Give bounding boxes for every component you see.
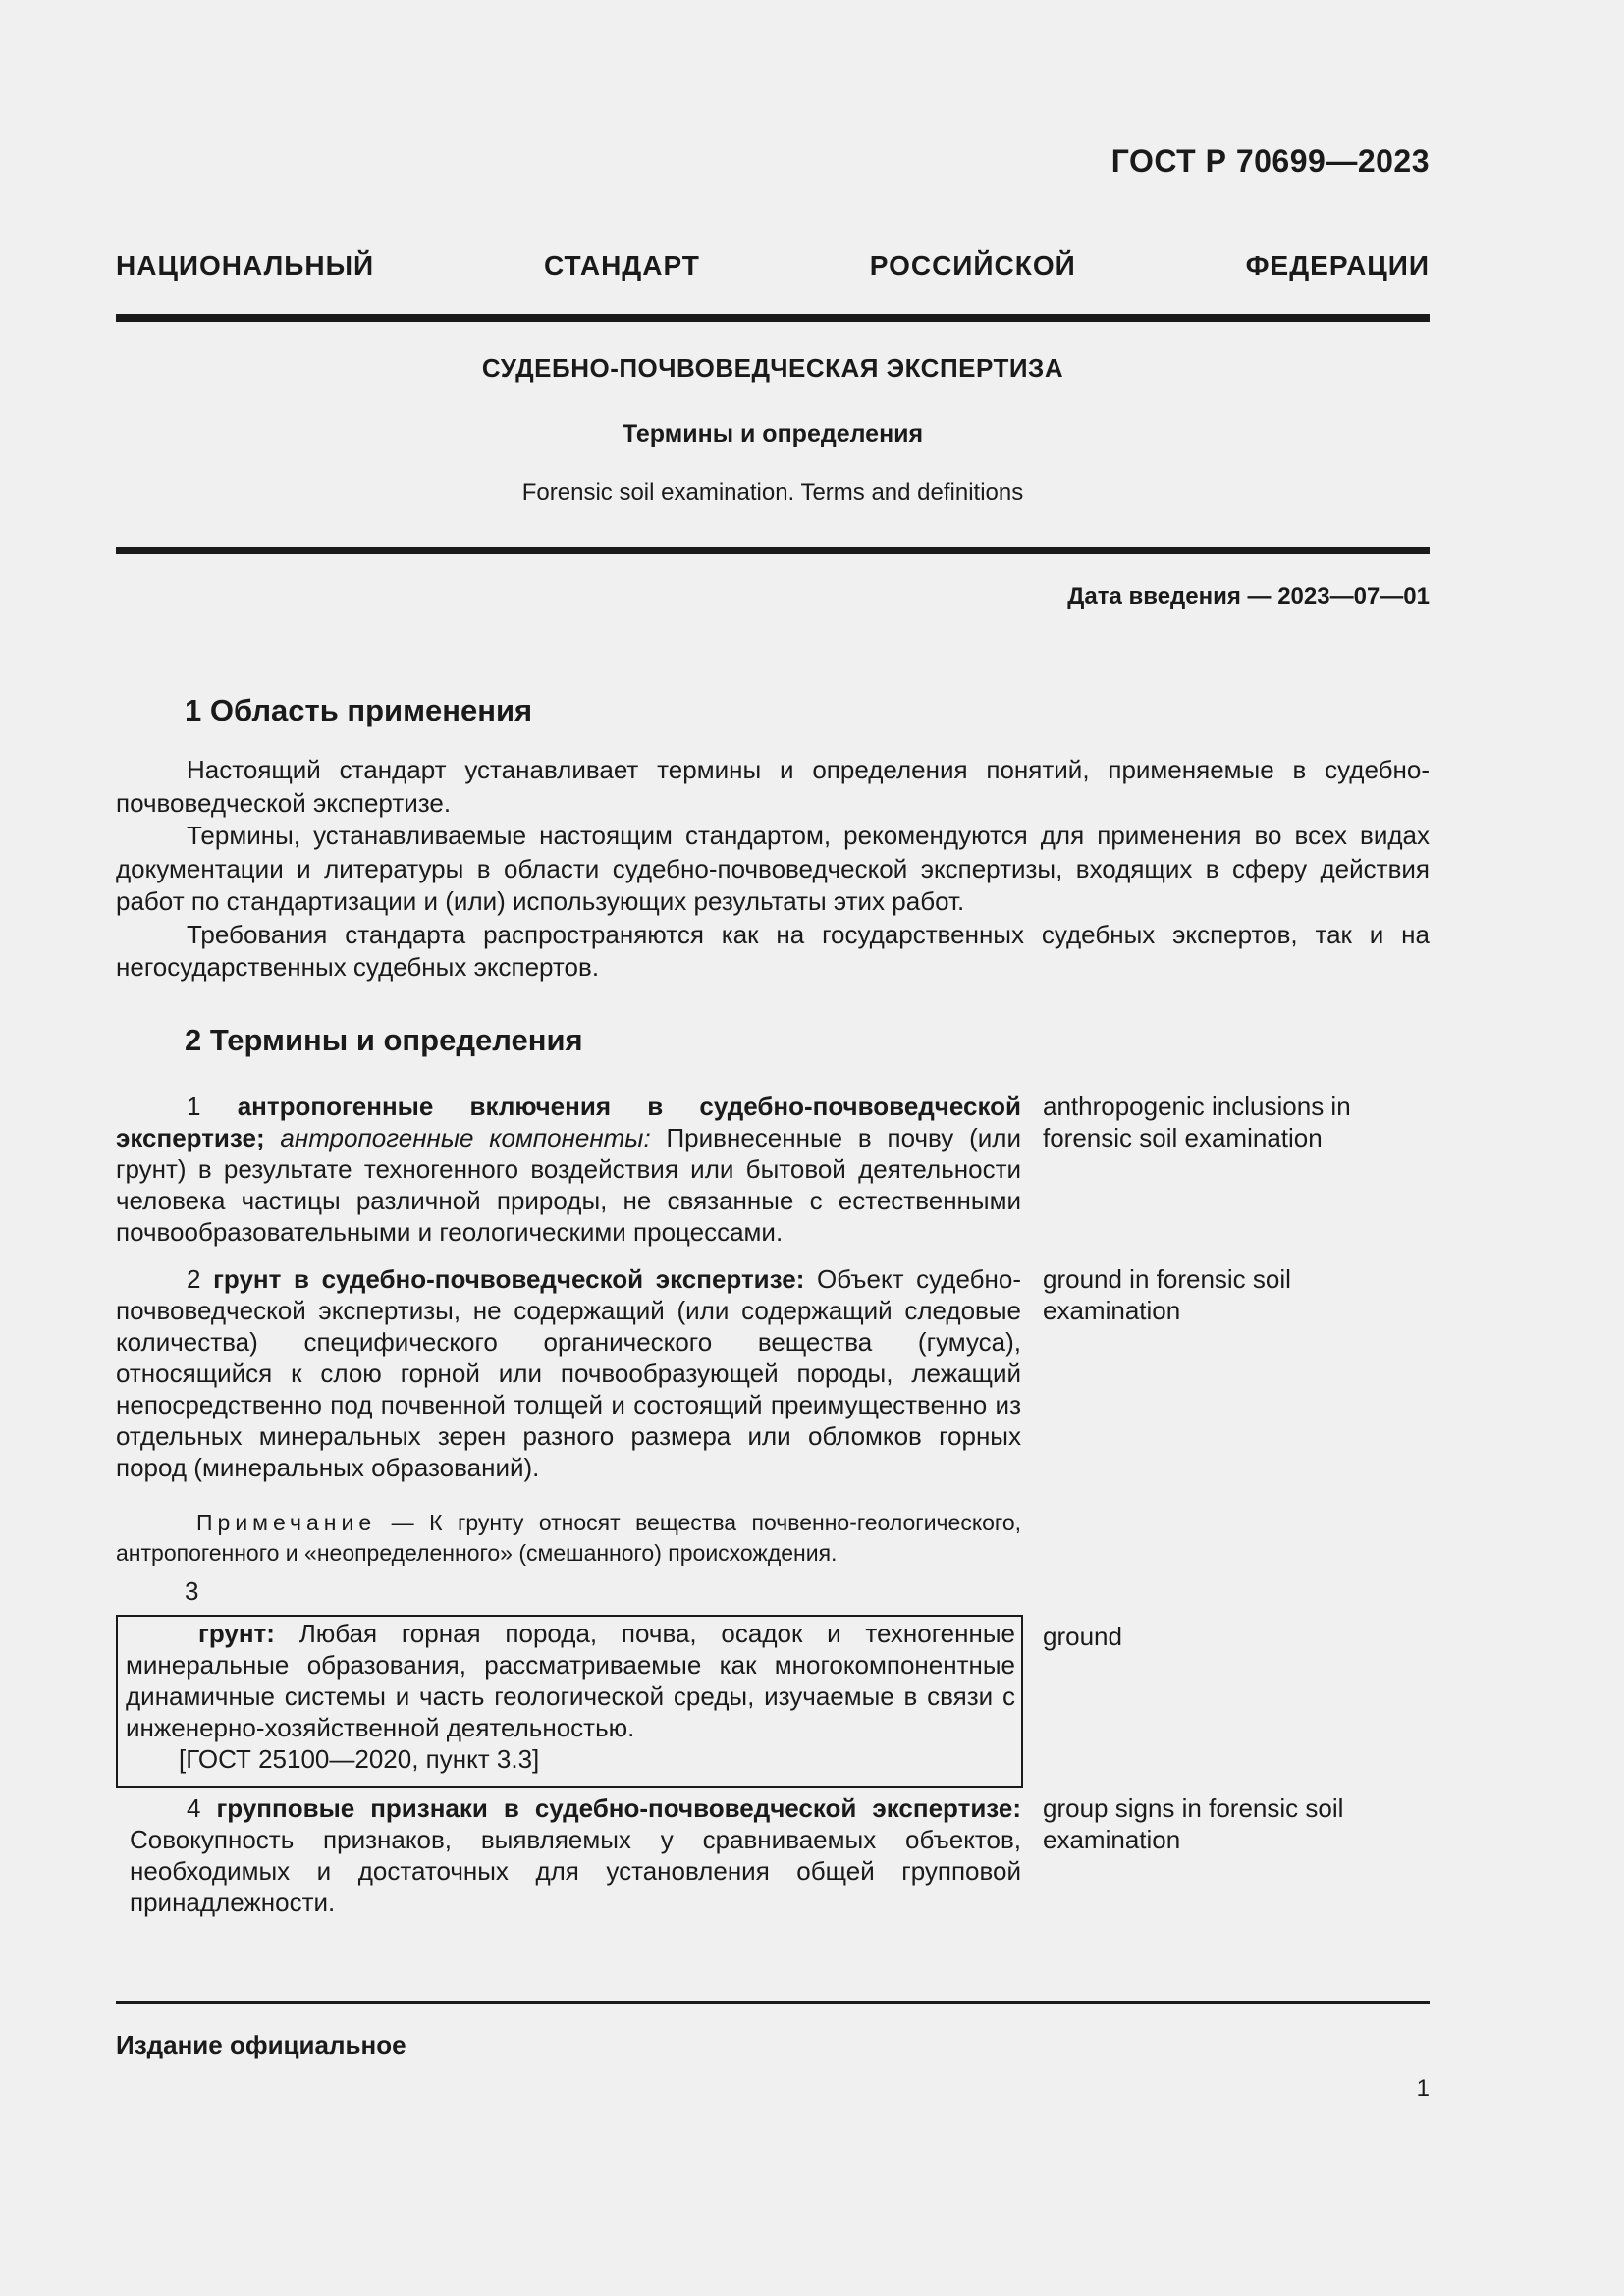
note-text: — К грунту относят вещества почвенно-геологического, антропогенного и «неопределенного» (смешанного) происхождения. (116, 1510, 1021, 1566)
document-title: СУДЕБНО-ПОЧВОВЕДЧЕСКАЯ ЭКСПЕРТИЗА (481, 353, 1064, 383)
official-edition-label: Издание официальное (116, 2030, 406, 2059)
section-1-body (116, 754, 1430, 985)
section-1-paragraph-3: Требования стандарта распространяются как на государственных судебных экспертов, так и на негосударственных судебных экспертов. (116, 919, 1430, 982)
term-3-english: ground (1043, 1622, 1122, 1651)
term-1-definition: Привнесенные в почву (или грунт) в результате техногенного воздействия или бытовой деятельности человека частицы различной природы, не связанные с естественными почвообразовательными и геологическими процессами. (116, 1123, 1021, 1247)
term-3-number: 3 (185, 1576, 199, 1606)
term-4-entry (130, 1792, 1021, 1918)
introduction-date: Дата введения — 2023—07—01 (1067, 583, 1430, 610)
term-2-note (116, 1508, 1021, 1569)
document-title-en: Forensic soil examination. Terms and definitions (521, 479, 1024, 506)
term-4-english: group signs in forensic soil examination (1043, 1793, 1344, 1854)
section-1-paragraph-1: Настоящий стандарт устанавливает термины и определения понятий, применяемые в судебно-почвоведческой экспертизе. (116, 755, 1430, 818)
term-1-english: anthropogenic inclusions in forensic soil examination (1043, 1092, 1351, 1152)
term-2-term: грунт в судебно-почвоведческой экспертизе: (213, 1264, 805, 1294)
term-1-entry (116, 1091, 1021, 1248)
section-2-heading: 2 Термины и определения (185, 1023, 583, 1057)
top-rule (116, 314, 1430, 322)
term-1-term: антропогенные включения в судебно-почвоведческой экспертизе; (116, 1092, 1021, 1152)
term-3-reference: [ГОСТ 25100—2020, пункт 3.3] (179, 1744, 540, 1774)
term-3-entry (126, 1618, 1015, 1775)
term-2-number: 2 (187, 1264, 201, 1294)
section-1-heading: 1 Область применения (185, 693, 533, 727)
term-3-definition: Любая горная порода, почва, осадок и техногенные минеральные образования, рассматриваемые как многокомпонентные динамичные системы и часть геологической среды, изучаемые в связи с инженерно-хозяйственной деятельностью. (126, 1619, 1015, 1742)
title-rule (116, 547, 1430, 554)
section-1-paragraph-2: Термины, устанавливаемые настоящим стандартом, рекомендуются для применения во всех видах документации и литературы в области судебно-почвоведческой экспертизы, входящих в сферу действия работ по стандартизации и (или) использующих результаты этих работ. (116, 821, 1430, 916)
term-2-definition: Объект судебно-почвоведческой экспертизы, не содержащий (или содержащий следовые количества) специфического органического вещества (гумуса), относящийся к слою горной или почвообразующей породы, лежащий непосредственно под почвенной толщей и состоящий преимущественно из отдельных минеральных зерен разного размера или обломков горных пород (минеральных образований). (116, 1264, 1021, 1482)
term-4-definition: Совокупность признаков, выявляемых у сравниваемых объектов, необходимых и достаточных для установления общей групповой принадлежности. (130, 1825, 1021, 1917)
term-4-term: групповые признаки в судебно-почвоведческой экспертизе: (216, 1793, 1021, 1823)
page-number: 1 (1416, 2075, 1430, 2102)
term-3-term: грунт: (198, 1619, 275, 1648)
national-standard-banner: НАЦИОНАЛЬНЫЙ СТАНДАРТ РОССИЙСКОЙ ФЕДЕРАЦИИ (116, 250, 1430, 281)
term-1-number: 1 (187, 1092, 201, 1121)
term-2-entry (116, 1263, 1021, 1483)
term-1-alt: антропогенные компоненты: (280, 1123, 651, 1152)
note-label: Примечание (196, 1510, 377, 1535)
term-2-english: ground in forensic soil examination (1043, 1264, 1291, 1325)
footer-rule (116, 2001, 1430, 2004)
document-subtitle: Термины и определения (622, 420, 924, 448)
standard-number: ГОСТ Р 70699—2023 (1110, 143, 1430, 179)
term-4-number: 4 (187, 1793, 201, 1823)
